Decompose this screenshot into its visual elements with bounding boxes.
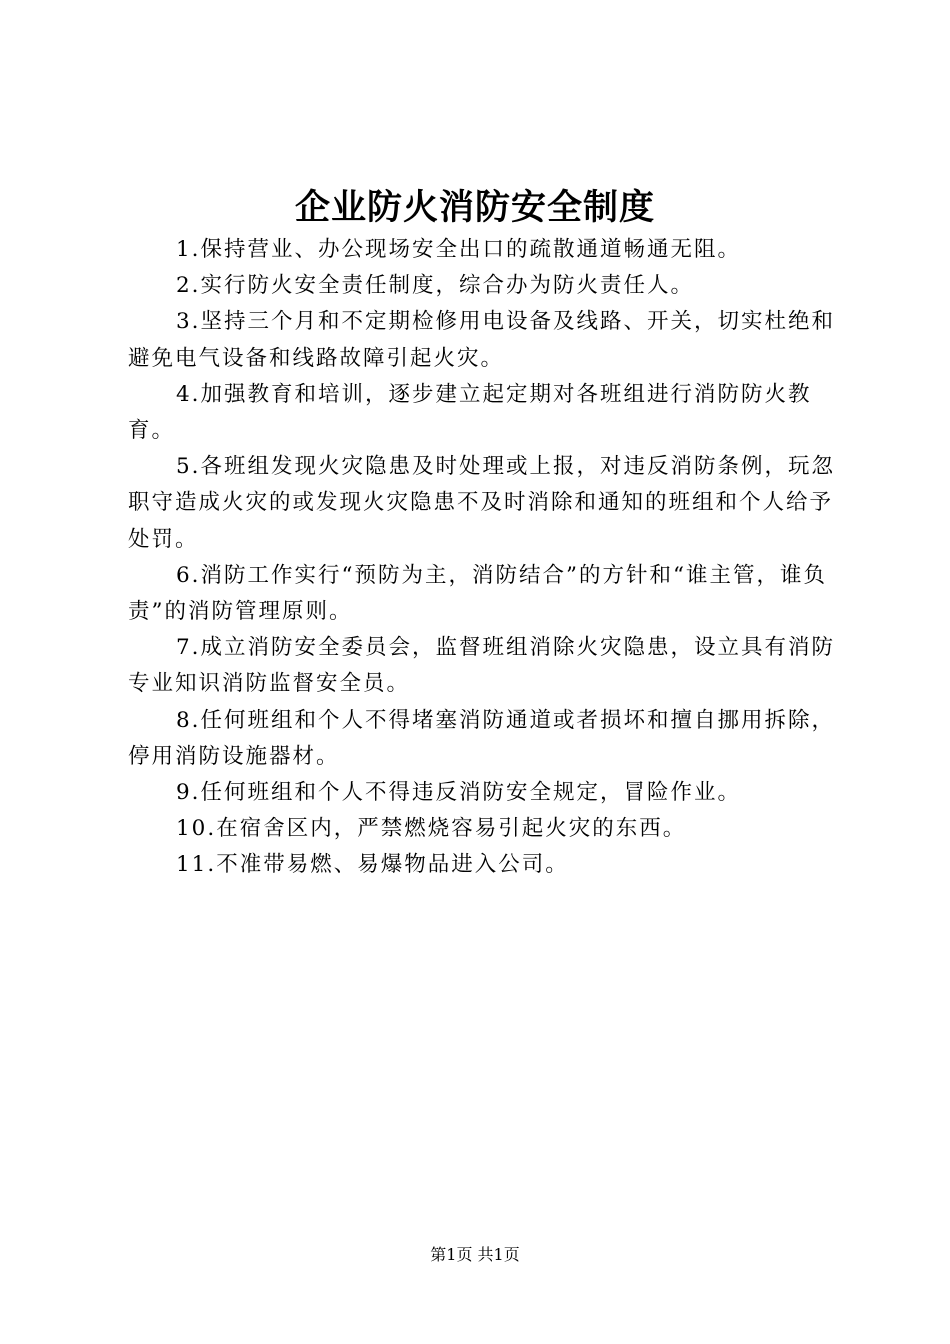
paragraph-2: 2.实行防火安全责任制度，综合办为防火责任人。	[176, 273, 695, 299]
paragraph-11: 11.不准带易燃、易爆物品进入公司。	[176, 852, 569, 878]
paragraph-10: 10.在宿舍区内，严禁燃烧容易引起火灾的东西。	[176, 816, 687, 842]
paragraph-6: 6.消防工作实行“预防为主，消防结合”的方针和“谁主管，谁负责”的消防管理原则。	[128, 562, 827, 625]
paragraph-3: 3.坚持三个月和不定期检修用电设备及线路、开关，切实杜绝和避免电气设备和线路故障引起火灾。	[128, 309, 836, 371]
paragraph-5: 5.各班组发现火灾隐患及时处理或上报，对违反消防条例，玩忽职守造成火灾的或发现火灾隐患不及时消除和通知的班组和个人给予处罚。	[128, 454, 836, 552]
paragraph-4: 4.加强教育和培训，逐步建立起定期对各班组进行消防防火教育。	[128, 381, 812, 444]
document-body	[128, 232, 840, 884]
paragraph-8: 8.任何班组和个人不得堵塞消防通道或者损坏和擅自挪用拆除，停用消防设施器材。	[128, 707, 836, 769]
document-title: 企业防火消防安全制度	[294, 188, 655, 228]
page-footer: 第1页 共1页	[430, 1245, 520, 1264]
paragraph-9: 9.任何班组和个人不得违反消防安全规定，冒险作业。	[176, 780, 742, 806]
paragraph-1: 1.保持营业、办公现场安全出口的疏散通道畅通无阻。	[176, 237, 742, 262]
paragraph-7: 7.成立消防安全委员会，监督班组消除火灾隐患，设立具有消防专业知识消防监督安全员。	[128, 635, 836, 697]
